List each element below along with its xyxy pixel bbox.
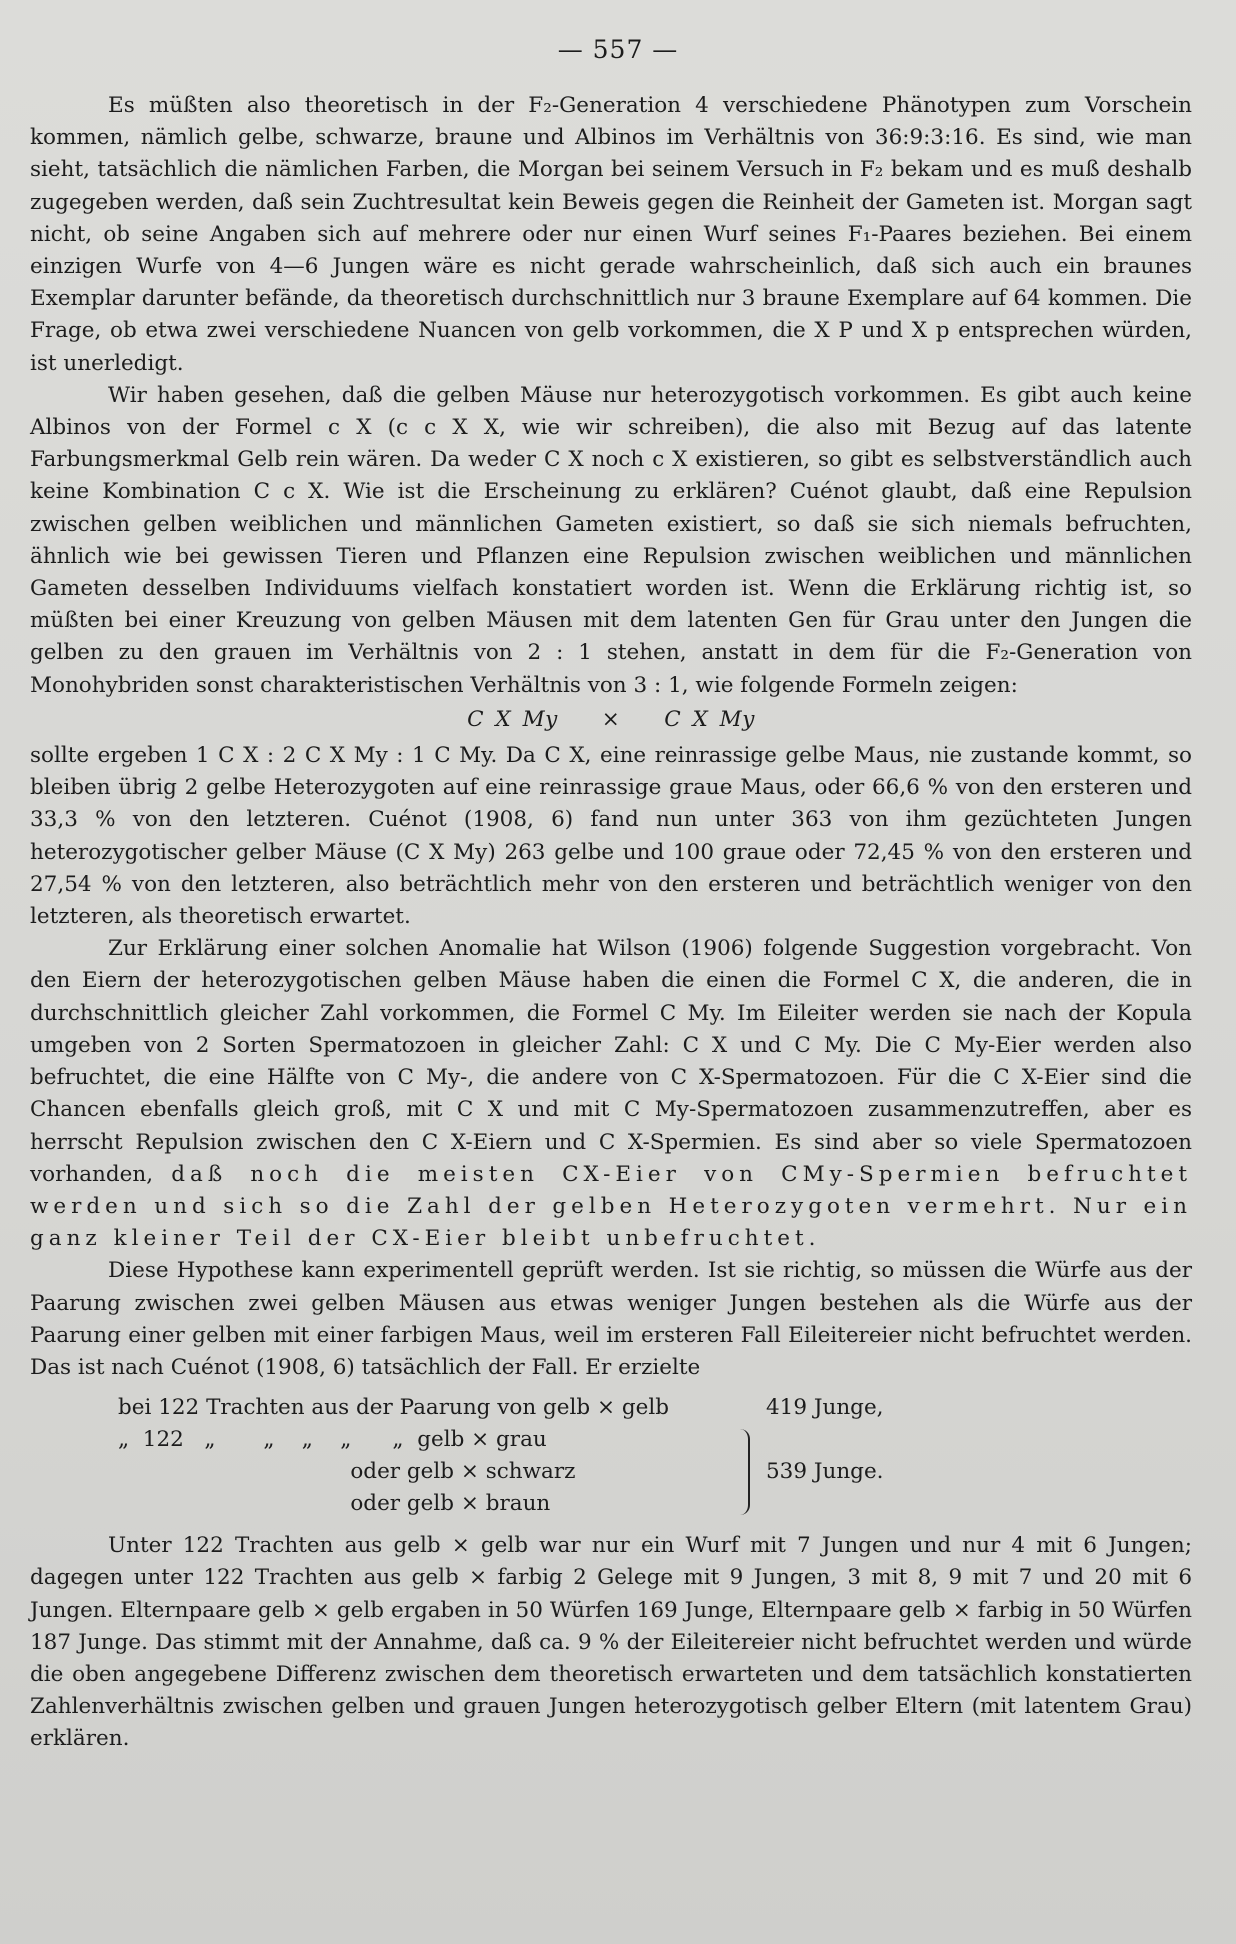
- formula-right: C X My: [664, 706, 755, 732]
- formula-operator: ×: [601, 706, 621, 732]
- breeding-row: oder gelb × schwarz: [118, 1459, 576, 1485]
- paragraph-4: [30, 933, 1192, 1255]
- result-yellow-yellow: 419 Junge,: [766, 1395, 884, 1421]
- formula-left: C X My: [467, 706, 558, 732]
- page-number: — 557 —: [557, 35, 679, 64]
- paragraph-3: sollte ergeben 1 C X : 2 C X My : 1 C My. Da C X, eine reinrassige gelbe Maus, nie zustande kommt, so bleiben übrig 2 gelbe Heterozygoten auf eine reinrassige graue Maus, oder 66,6 % von den ersteren und 33,3 % von den letzteren. Cuénot (1908, 6) fand nun unter 363 von ihm gezüchteten Jungen heterozygotischer gelber Mäuse (C X My) 263 gelbe und 100 graue oder 72,45 % von den ersteren und 27,54 % von den letzteren, also beträchtlich mehr von den ersteren und beträchtlich weniger von den letzteren, als theoretisch erwartet.: [30, 743, 1192, 930]
- paragraph-5: Diese Hypothese kann experimentell geprüft werden. Ist sie richtig, so müssen die Würfe aus der Paarung zwischen zwei gelben Mäusen aus etwas weniger Jungen bestehen als die Würfe aus der Paarung einer gelben mit einer farbigen Maus, weil im ersteren Fall Eileitereier nicht befruchtet werden. Das ist nach Cuénot (1908, 6) tatsächlich der Fall. Er erzielte: [30, 1258, 1192, 1380]
- breeding-results: [766, 1392, 986, 1520]
- paragraph-1: Es müßten also theoretisch in der F₂-Generation 4 verschiedene Phänotypen zum Vorschein kommen, nämlich gelbe, schwarze, braune und Albinos im Verhältnis von 36:9:3:16. Es sind, wie man sieht, tatsächlich die nämlichen Farben, die Morgan bei seinem Versuch in F₂ bekam und es muß deshalb zugegeben werden, daß sein Zuchtresultat kein Beweis gegen die Reinheit der Gameten ist. Morgan sagt nicht, ob seine Angaben sich auf mehrere oder nur einen Wurf seines F₁-Paares beziehen. Bei einem einzigen Wurfe von 4—6 Jungen wäre es nicht gerade wahrscheinlich, daß sich auch ein braunes Exemplar darunter befände, da theoretisch durchschnittlich nur 3 braune Exemplare auf 64 kommen. Die Frage, ob etwa zwei verschiedene Nuancen von gelb vorkommen, die X P und X p entsprechen würden, ist unerledigt.: [30, 93, 1192, 376]
- breeding-row: oder gelb × braun: [118, 1491, 551, 1517]
- genetic-formula: [30, 704, 1192, 736]
- paragraph-2: Wir haben gesehen, daß die gelben Mäuse nur heterozygotisch vorkommen. Es gibt auch keine Albinos von der Formel c X (c c X X, wie wir schreiben), die also mit Bezug auf das latente Farbungsmerkmal Gelb rein wären. Da weder C X noch c X existieren, so gibt es selbstverständlich auch keine Kombination C c X. Wie ist die Erscheinung zu erklären? Cuénot glaubt, daß eine Repulsion zwischen gelben weiblichen und männlichen Gameten existiert, so daß sie sich niemals befruchten, ähnlich wie bei gewissen Tieren und Pflanzen eine Repulsion zwischen weiblichen und männlichen Gameten desselben Individuums vielfach konstatiert worden ist. Wenn die Erklärung richtig ist, so müßten bei einer Kreuzung von gelben Mäusen mit dem latenten Gen für Grau unter den Jungen die gelben zu den grauen im Verhältnis von 2 : 1 stehen, anstatt in dem für die F₂-Generation von Monohybriden sonst charakteristischen Verhältnis von 3 : 1, wie folgende Formeln zeigen:: [30, 382, 1192, 698]
- breeding-row: „ 122 „ „ „ „ „ gelb × grau: [118, 1427, 547, 1453]
- brace-icon: [738, 1392, 766, 1520]
- breeding-row: bei 122 Trachten aus der Paarung von gelb × gelb: [118, 1395, 669, 1421]
- result-yellow-colored: 539 Junge.: [766, 1459, 884, 1485]
- paragraph-4-text: Zur Erklärung einer solchen Anomalie hat Wilson (1906) folgende Suggestion vorgebracht. Von den Eiern der heterozygotischen gelben Mäuse haben die einen die Formel C X, die anderen, die in durchschnittlich gleicher Zahl vorkommen, die Formel C My. Im Eileiter werden sie nach der Kopula umgeben von 2 Sorten Spermatozoen in gleicher Zahl: C X und C My. Die C My-Eier werden also befruchtet, die eine Hälfte von C My-, die andere von C X-Spermatozoen. Für die C X-Eier sind die Chancen ebenfalls gleich groß, mit C X und mit C My-Spermatozoen zusammenzutreffen, aber es herrscht Repulsion zwischen den C X-Eiern und C X-Spermien. Es sind aber so viele Spermatozoen vorhanden,: [30, 936, 1192, 1187]
- breeding-rows: [118, 1392, 738, 1520]
- spaced-emphasis: daß noch die meisten CX-Eier von CMy-Spermien befruchtet werden und sich so die Zahl der gelben Heterozygoten vermehrt. Nur ein ganz kleiner Teil der CX-Eier bleibt unbefruchtet.: [30, 1161, 1192, 1252]
- breeding-table: [118, 1392, 1192, 1520]
- paragraph-6: Unter 122 Trachten aus gelb × gelb war nur ein Wurf mit 7 Jungen und nur 4 mit 6 Jungen; dagegen unter 122 Trachten aus gelb × farbig 2 Gelege mit 9 Jungen, 3 mit 8, 9 mit 7 und 20 mit 6 Jungen. Elternpaare gelb × gelb ergaben in 50 Würfen 169 Junge, Elternpaare gelb × farbig in 50 Würfen 187 Junge. Das stimmt mit der Annahme, daß ca. 9 % der Eileitereier nicht befruchtet werden und würde die oben angegebene Differenz zwischen dem theoretisch erwarteten und dem tatsächlich konstatierten Zahlenverhältnis zwischen gelben und grauen Jungen heterozygotisch gelber Eltern (mit latentem Grau) erklären.: [30, 1533, 1192, 1752]
